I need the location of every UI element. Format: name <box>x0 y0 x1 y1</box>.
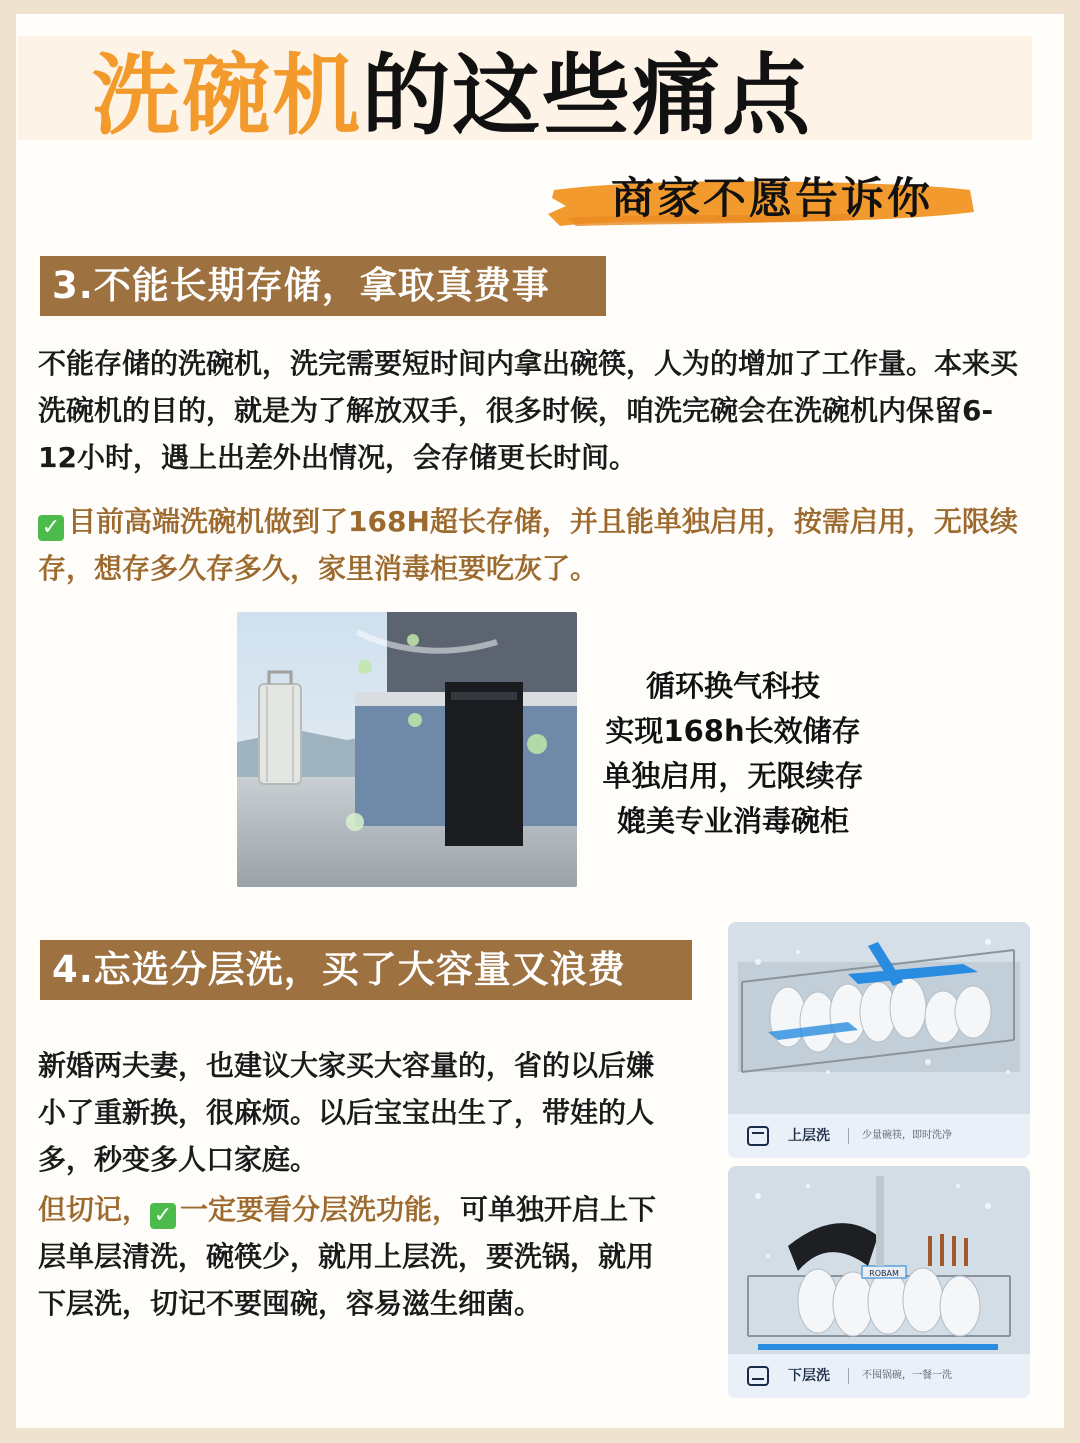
divider <box>848 1368 849 1384</box>
subtitle: 商家不愿告诉你 <box>611 174 933 224</box>
section-3-highlight <box>38 498 1018 592</box>
highlight-prefix: 但切记， <box>38 1193 151 1226</box>
lower-wash-desc: 不囤锅碗，一餐一洗 <box>862 1370 952 1381</box>
caption-line: 循环换气科技 <box>645 669 820 703</box>
lower-wash-label: 下层洗 <box>788 1368 830 1384</box>
section-3-highlight-text: 目前高端洗碗机做到了168H超长存储，并且能单独启用，按需启用，无限续存，想存多久存多久，家里消毒柜要吃灰了。 <box>38 505 1018 585</box>
check-icon: ✓ <box>38 515 64 541</box>
kitchen-dishwasher-photo <box>237 612 577 887</box>
section-3-body: 不能存储的洗碗机，洗完需要短时间内拿出碗筷，人为的增加了工作量。本来买洗碗机的目的，就是为了解放双手，很多时候，咱洗完碗会在洗碗机内保留6-12小时，遇上出差外出情况，会存储更长时间。 <box>38 347 1019 474</box>
upper-wash-desc: 少量碗筷，即时洗净 <box>862 1130 952 1141</box>
section-4-body-tail: 可单独开启上下层单层清洗，碗筷少，就用上层洗，要洗锅，就用下层洗，切记不要囤碗，容易滋生细菌。 <box>38 1193 657 1320</box>
highlight-text: 一定要看分层洗功能， <box>180 1193 461 1226</box>
page-title <box>92 46 812 146</box>
lower-rack-wash-image <box>728 1166 1030 1398</box>
check-icon: ✓ <box>150 1203 176 1229</box>
upper-rack-icon <box>746 1125 770 1147</box>
upper-wash-label: 上层洗 <box>788 1128 830 1144</box>
lower-wash-label-bar <box>728 1354 1030 1398</box>
upper-wash-label-bar <box>728 1114 1030 1158</box>
brand-plate: ROBAM <box>869 1269 899 1278</box>
caption-line: 实现168h长效储存 <box>605 714 861 748</box>
title-orange-part: 洗碗机 <box>92 44 363 147</box>
subtitle-banner <box>546 168 976 230</box>
divider <box>848 1128 849 1144</box>
section-4-body: 新婚两夫妻，也建议大家买大容量的，省的以后嫌小了重新换，很麻烦。以后宝宝出生了，带娃的人多，秒变多人口家庭。 <box>38 1049 655 1176</box>
section-3-heading: 3.不能长期存储，拿取真费事 <box>40 256 606 316</box>
caption-line: 媲美专业消毒碗柜 <box>616 804 849 838</box>
caption-line: 单独启用，无限续存 <box>602 759 864 793</box>
section-4-body-continued <box>38 1186 678 1327</box>
lower-rack-icon <box>746 1365 770 1387</box>
photo-caption <box>578 664 888 844</box>
title-dark-part: 的这些痛点 <box>362 44 813 147</box>
upper-rack-wash-image <box>728 922 1030 1158</box>
section-4-heading: 4.忘选分层洗，买了大容量又浪费 <box>40 940 692 1000</box>
